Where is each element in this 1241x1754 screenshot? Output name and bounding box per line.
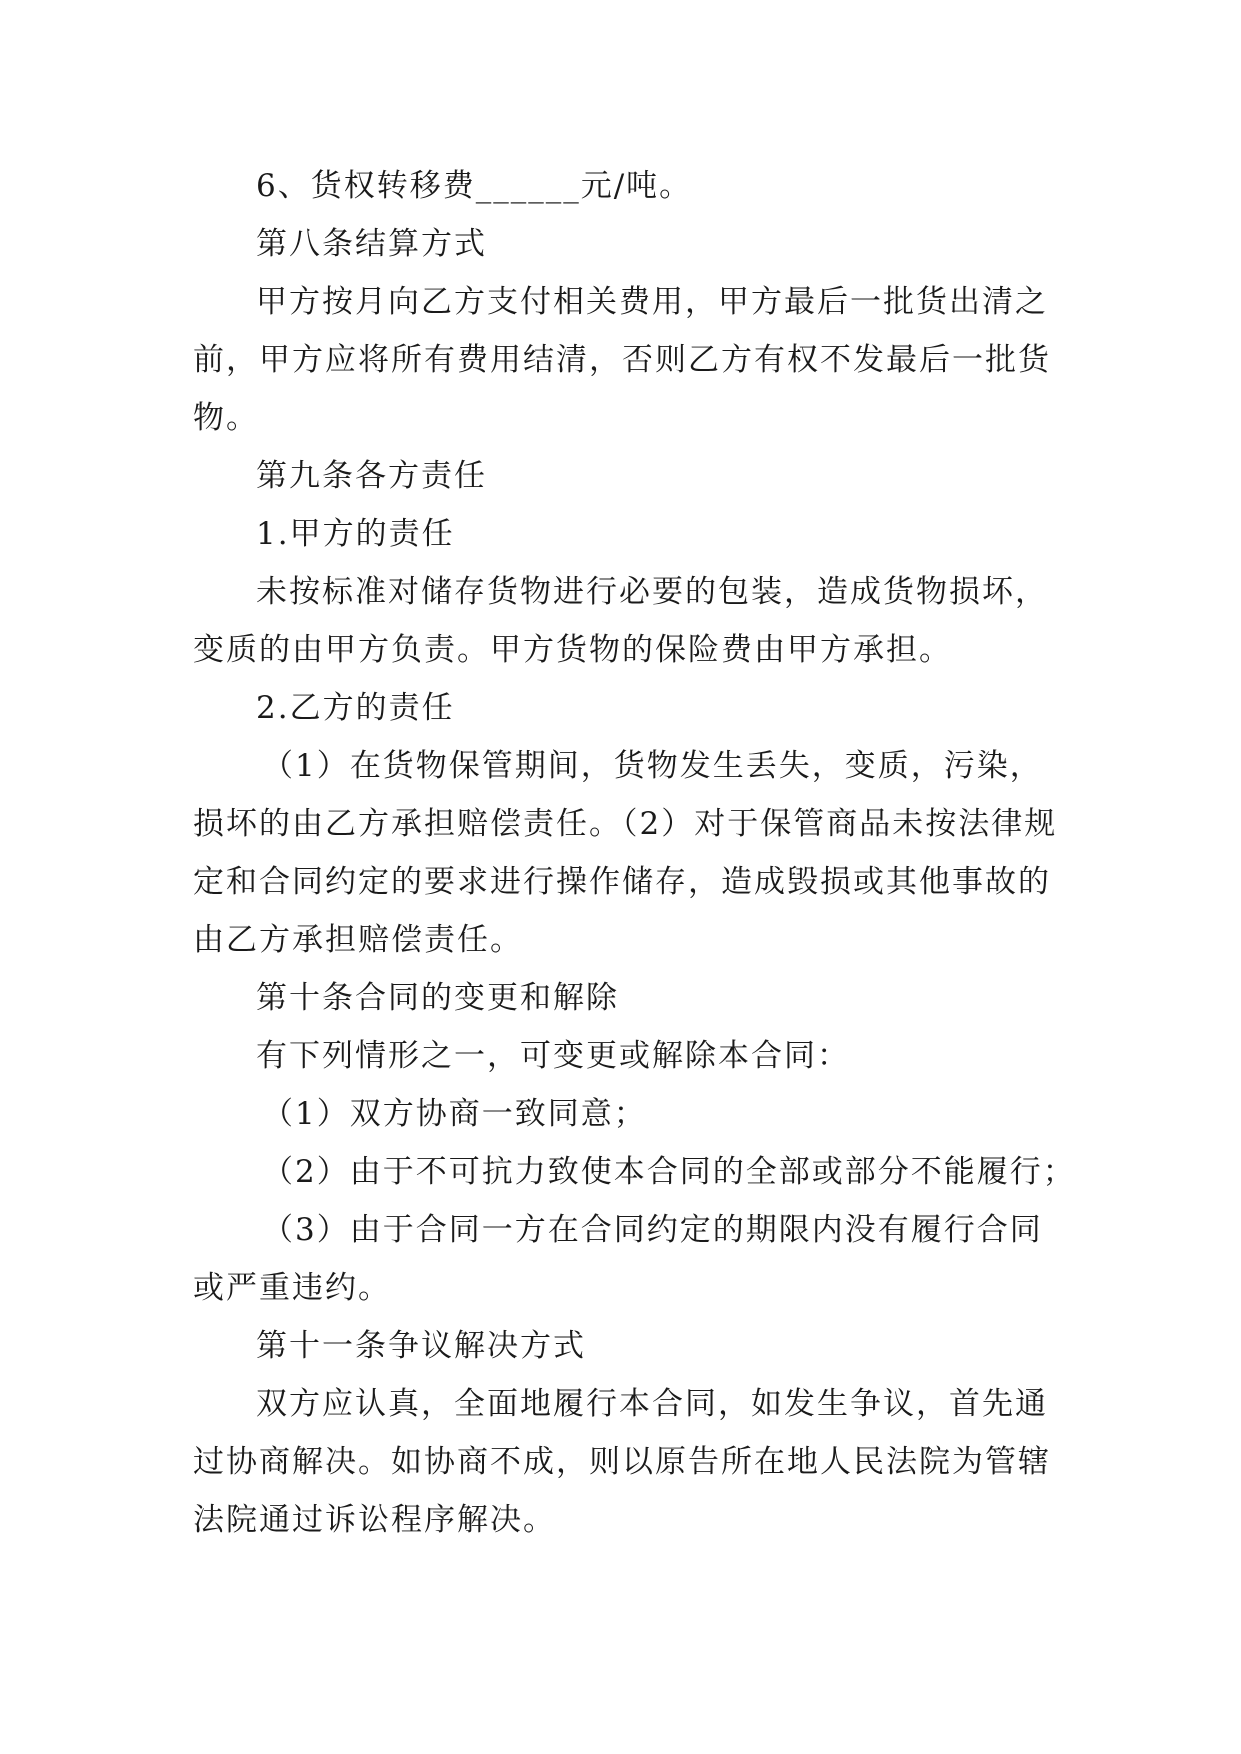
text-line: 甲方按月向乙方支付相关费用，甲方最后一批货出清之	[256, 284, 1048, 320]
text-line: 过协商解决。如协商不成，则以原告所在地人民法院为管辖	[193, 1444, 1051, 1480]
subheading-party-a: 1.甲方的责任	[256, 516, 455, 552]
list-item: （2）由于不可抗力致使本合同的全部或部分不能履行；	[262, 1154, 1076, 1190]
text-line: 物。	[193, 400, 259, 436]
text-line: （1）在货物保管期间，货物发生丢失，变质，污染，	[262, 748, 1043, 784]
text-line: 定和合同约定的要求进行操作储存，造成毁损或其他事故的	[193, 864, 1051, 900]
text-line: 损坏的由乙方承担赔偿责任。（2）对于保管商品未按法律规	[193, 806, 1058, 842]
heading-article-11: 第十一条争议解决方式	[256, 1328, 586, 1364]
text-line: 双方应认真，全面地履行本合同，如发生争议，首先通	[256, 1386, 1048, 1422]
subheading-party-b: 2.乙方的责任	[256, 690, 455, 726]
heading-article-10: 第十条合同的变更和解除	[256, 980, 619, 1016]
text-line-transfer-fee: 6、货权转移费______元/吨。	[256, 168, 693, 204]
list-item: （3）由于合同一方在合同约定的期限内没有履行合同	[262, 1212, 1043, 1248]
text-line: 变质的由甲方负责。甲方货物的保险费由甲方承担。	[193, 632, 952, 668]
text-line: 由乙方承担赔偿责任。	[193, 922, 523, 958]
text-line: 未按标准对储存货物进行必要的包装，造成货物损坏，	[256, 574, 1048, 610]
heading-article-8: 第八条结算方式	[256, 226, 487, 262]
text-line: 有下列情形之一，可变更或解除本合同：	[256, 1038, 850, 1074]
text-line: 法院通过诉讼程序解决。	[193, 1502, 556, 1538]
heading-article-9: 第九条各方责任	[256, 458, 487, 494]
text-line: 前，甲方应将所有费用结清，否则乙方有权不发最后一批货	[193, 342, 1051, 378]
text-line: 或严重违约。	[193, 1270, 391, 1306]
list-item: （1）双方协商一致同意；	[262, 1096, 647, 1132]
